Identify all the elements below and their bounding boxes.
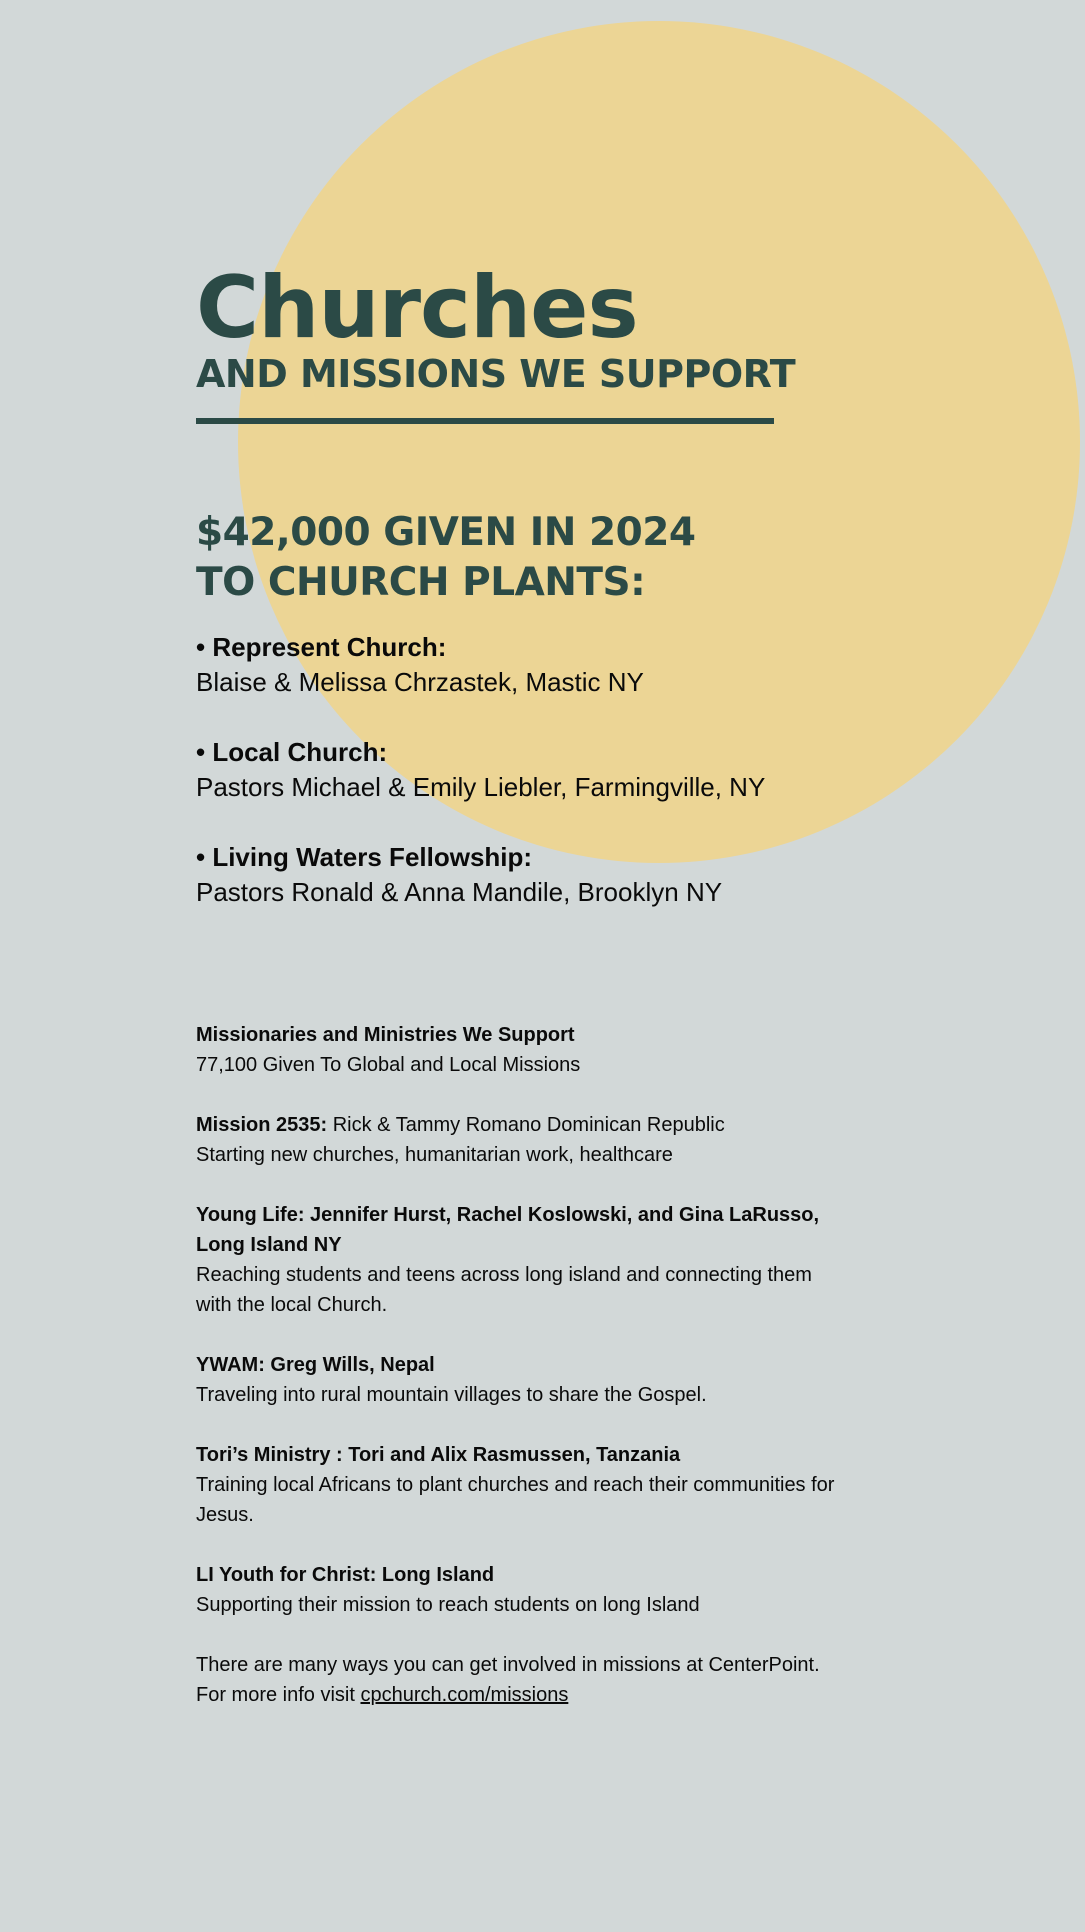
mission-title: Young Life: Jennifer Hurst, Rachel Koslowski, and Gina LaRusso, Long Island NY bbox=[196, 1204, 820, 1256]
church-plants-heading bbox=[196, 508, 696, 608]
church-pastors: Pastors Michael & Emily Liebler, Farmingville, NY bbox=[196, 772, 766, 802]
mission-description: Reaching students and teens across long island and connecting them with the local Church. bbox=[196, 1264, 812, 1316]
missions-closing bbox=[196, 1650, 836, 1710]
missions-link[interactable]: cpchurch.com/missions bbox=[360, 1684, 569, 1706]
missions-heading: Missionaries and Ministries We Support bbox=[196, 1024, 575, 1046]
church-name: • Represent Church: bbox=[196, 632, 447, 662]
mission-inline-detail: Rick & Tammy Romano Dominican Republic bbox=[327, 1114, 725, 1136]
mission-description: Supporting their mission to reach students on long Island bbox=[196, 1594, 700, 1616]
closing-text: There are many ways you can get involved in missions at CenterPoint. bbox=[196, 1654, 820, 1676]
list-item bbox=[196, 735, 765, 805]
mission-title: Tori’s Ministry : Tori and Alix Rasmussen, Tanzania bbox=[196, 1444, 681, 1466]
list-item bbox=[196, 630, 765, 700]
missions-total: 77,100 Given To Global and Local Missions bbox=[196, 1054, 581, 1076]
list-item bbox=[196, 840, 765, 910]
church-plants-list bbox=[196, 630, 765, 945]
missions-section bbox=[196, 1020, 836, 1740]
church-pastors: Pastors Ronald & Anna Mandile, Brooklyn NY bbox=[196, 877, 723, 907]
given-amount-line: $42,000 GIVEN IN 2024 bbox=[196, 510, 696, 555]
church-name: • Living Waters Fellowship: bbox=[196, 842, 533, 872]
page-subtitle: AND MISSIONS WE SUPPORT bbox=[196, 352, 796, 396]
mission-description: Traveling into rural mountain villages to share the Gospel. bbox=[196, 1384, 707, 1406]
mission-title: YWAM: Greg Wills, Nepal bbox=[196, 1354, 435, 1376]
mission-item bbox=[196, 1110, 836, 1170]
church-name: • Local Church: bbox=[196, 737, 388, 767]
mission-title: LI Youth for Christ: Long Island bbox=[196, 1564, 495, 1586]
mission-item bbox=[196, 1350, 836, 1410]
given-target-line: TO CHURCH PLANTS: bbox=[196, 560, 646, 605]
info-prefix: For more info visit bbox=[196, 1684, 361, 1706]
title-divider bbox=[196, 418, 774, 424]
mission-description: Training local Africans to plant churches and reach their communities for Jesus. bbox=[196, 1474, 835, 1526]
mission-title: Mission 2535: bbox=[196, 1114, 328, 1136]
mission-item bbox=[196, 1560, 836, 1620]
church-pastors: Blaise & Melissa Chrzastek, Mastic NY bbox=[196, 667, 644, 697]
missions-summary bbox=[196, 1020, 836, 1080]
page-title: Churches bbox=[196, 258, 638, 358]
mission-description: Starting new churches, humanitarian work, healthcare bbox=[196, 1144, 673, 1166]
mission-item bbox=[196, 1440, 836, 1530]
mission-item bbox=[196, 1200, 836, 1320]
